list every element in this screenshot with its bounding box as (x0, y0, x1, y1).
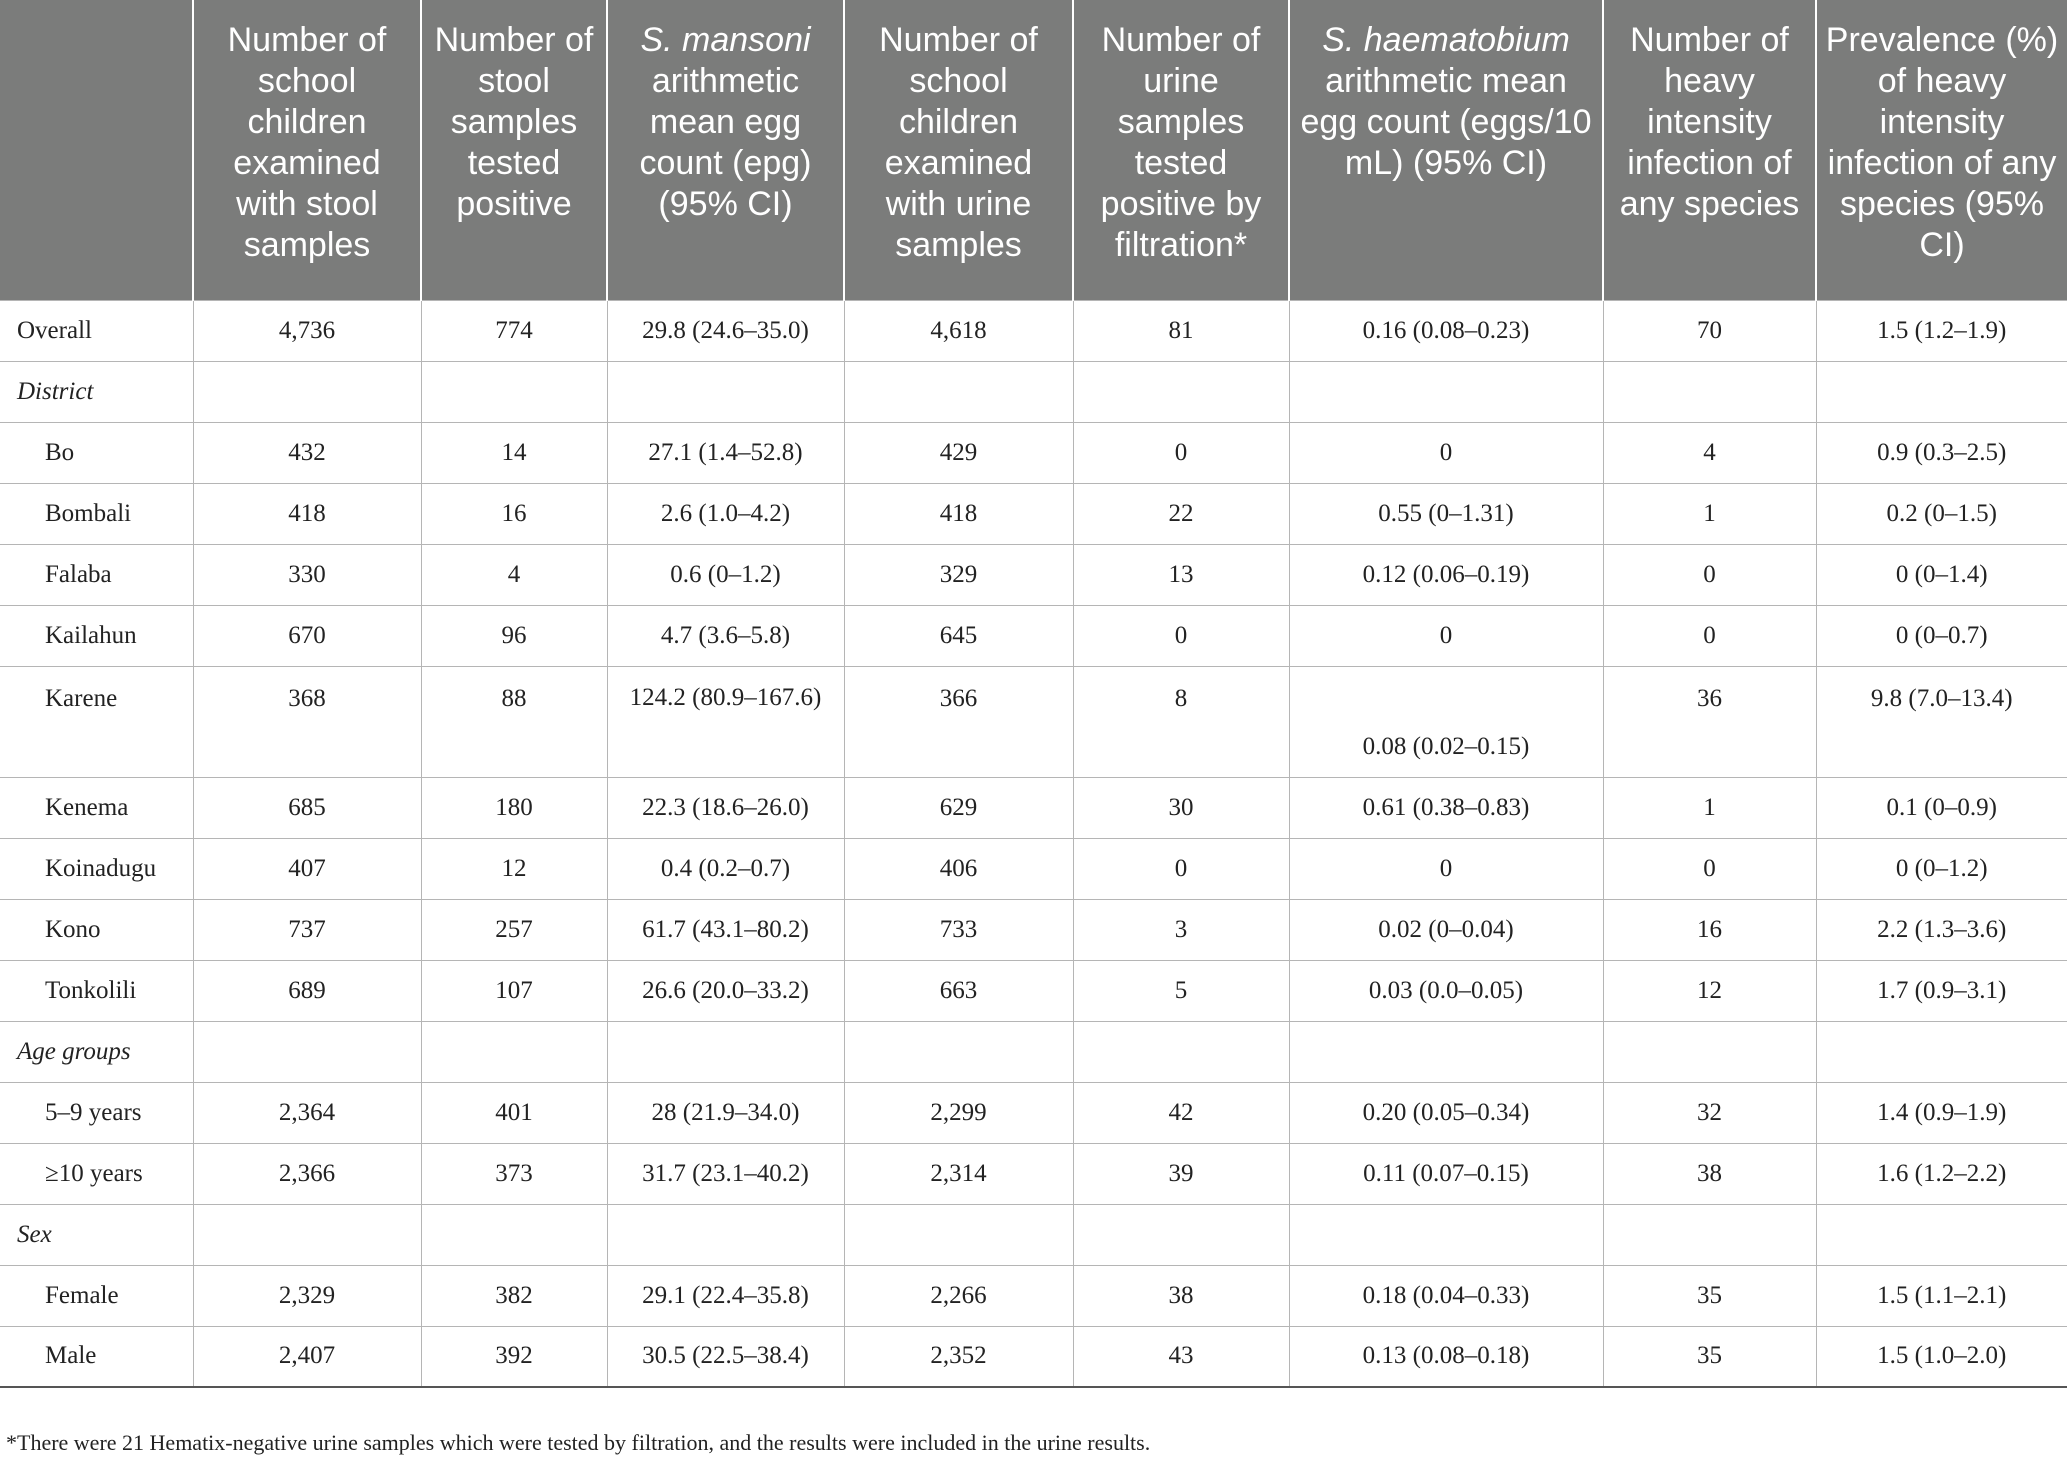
table-cell: 16 (1603, 899, 1816, 960)
table-cell: 16 (421, 483, 607, 544)
table-cell: 0 (0–0.7) (1816, 605, 2067, 666)
table-cell: 330 (193, 544, 421, 605)
table-cell: 1.6 (1.2–2.2) (1816, 1143, 2067, 1204)
table-cell: 81 (1073, 300, 1289, 361)
table-cell: 0.02 (0–0.04) (1289, 899, 1603, 960)
table-cell: 28 (21.9–34.0) (607, 1082, 844, 1143)
table-cell: 12 (421, 838, 607, 899)
table-cell: 0.61 (0.38–0.83) (1289, 777, 1603, 838)
table-cell: 373 (421, 1143, 607, 1204)
table-cell: 645 (844, 605, 1073, 666)
table-cell: 29.8 (24.6–35.0) (607, 300, 844, 361)
table-cell: 30.5 (22.5–38.4) (607, 1326, 844, 1387)
table-cell: 0 (1289, 605, 1603, 666)
table-cell: 368 (193, 666, 421, 777)
section-row-age-groups (0, 1021, 2067, 1082)
table-cell: 1.5 (1.0–2.0) (1816, 1326, 2067, 1387)
table-cell: 31.7 (23.1–40.2) (607, 1143, 844, 1204)
header-cell-heavy-infection-prevalence: Prevalence (%) of heavy intensity infection of any species (95% CI) (1816, 0, 2067, 300)
table-cell: 0.16 (0.08–0.23) (1289, 300, 1603, 361)
table-cell: 685 (193, 777, 421, 838)
section-label: District (0, 361, 193, 422)
table-cell: 36 (1603, 666, 1816, 777)
table-cell: 9.8 (7.0–13.4) (1816, 666, 2067, 777)
table-row-kenema (0, 777, 2067, 838)
table-cell: 689 (193, 960, 421, 1021)
row-label: Koinadugu (0, 838, 193, 899)
table-cell: 406 (844, 838, 1073, 899)
table-cell: 0.9 (0.3–2.5) (1816, 422, 2067, 483)
table-cell: 418 (193, 483, 421, 544)
table-cell: 35 (1603, 1265, 1816, 1326)
table-cell: 0.4 (0.2–0.7) (607, 838, 844, 899)
table-cell: 429 (844, 422, 1073, 483)
table-cell: 2,352 (844, 1326, 1073, 1387)
row-label: Kono (0, 899, 193, 960)
header-cell-blank (0, 0, 193, 300)
row-label: Kenema (0, 777, 193, 838)
table-cell: 2,364 (193, 1082, 421, 1143)
table-cell: 1.7 (0.9–3.1) (1816, 960, 2067, 1021)
table-cell: 0.18 (0.04–0.33) (1289, 1265, 1603, 1326)
table-cell: 257 (421, 899, 607, 960)
table-cell: 0 (1073, 422, 1289, 483)
table-row-tonkolili (0, 960, 2067, 1021)
table-row-age-10-plus (0, 1143, 2067, 1204)
header-cell-mansoni-egg-count: S. mansoni arithmetic mean egg count (epg) (95% CI) (607, 0, 844, 300)
table-cell: 0.12 (0.06–0.19) (1289, 544, 1603, 605)
table-cell: 401 (421, 1082, 607, 1143)
table-cell: 663 (844, 960, 1073, 1021)
row-label: Overall (0, 300, 193, 361)
row-label: Kailahun (0, 605, 193, 666)
table-row-karene (0, 666, 2067, 777)
section-row-district (0, 361, 2067, 422)
table-cell: 2,407 (193, 1326, 421, 1387)
row-label: Karene (0, 666, 193, 777)
table-row-female (0, 1265, 2067, 1326)
header-cell-heavy-infection-count: Number of heavy intensity infection of any species (1603, 0, 1816, 300)
table-cell: 22 (1073, 483, 1289, 544)
table-cell: 0 (0–1.4) (1816, 544, 2067, 605)
table-row-kailahun (0, 605, 2067, 666)
table-cell: 1.4 (0.9–1.9) (1816, 1082, 2067, 1143)
header-cell-haematobium-egg-count: S. haematobium arithmetic mean egg count (eggs/10 mL) (95% CI) (1289, 0, 1603, 300)
table-cell: 2,266 (844, 1265, 1073, 1326)
table-cell: 27.1 (1.4–52.8) (607, 422, 844, 483)
table-cell: 3 (1073, 899, 1289, 960)
table-cell: 1.5 (1.2–1.9) (1816, 300, 2067, 361)
table-cell: 4 (421, 544, 607, 605)
section-row-sex (0, 1204, 2067, 1265)
row-label: Female (0, 1265, 193, 1326)
table-cell: 61.7 (43.1–80.2) (607, 899, 844, 960)
table-cell: 88 (421, 666, 607, 777)
row-label: 5–9 years (0, 1082, 193, 1143)
table-cell: 8 (1073, 666, 1289, 777)
table-cell: 432 (193, 422, 421, 483)
row-label: Bombali (0, 483, 193, 544)
table-cell: 0.03 (0.0–0.05) (1289, 960, 1603, 1021)
table-row-bo (0, 422, 2067, 483)
table-cell: 12 (1603, 960, 1816, 1021)
table-cell: 0.13 (0.08–0.18) (1289, 1326, 1603, 1387)
table-cell: 4 (1603, 422, 1816, 483)
table-cell: 43 (1073, 1326, 1289, 1387)
row-label: Falaba (0, 544, 193, 605)
table-cell: 0 (1603, 544, 1816, 605)
table-footnote: *There were 21 Hematix-negative urine samples which were tested by filtration, and the results were included in the urine results. (6, 1430, 1151, 1455)
table-body (0, 300, 2067, 1387)
table-cell: 0.6 (0–1.2) (607, 544, 844, 605)
header-cell-stool-positive: Number of stool samples tested positive (421, 0, 607, 300)
table-cell: 418 (844, 483, 1073, 544)
table-cell: 32 (1603, 1082, 1816, 1143)
table-cell: 1 (1603, 777, 1816, 838)
table-cell: 2.6 (1.0–4.2) (607, 483, 844, 544)
row-label: Tonkolili (0, 960, 193, 1021)
table-cell: 0 (0–1.2) (1816, 838, 2067, 899)
section-label: Age groups (0, 1021, 193, 1082)
table-cell: 329 (844, 544, 1073, 605)
row-label: ≥10 years (0, 1143, 193, 1204)
table-cell: 0 (1603, 605, 1816, 666)
table-cell: 26.6 (20.0–33.2) (607, 960, 844, 1021)
header-row (0, 0, 2067, 300)
table-cell: 14 (421, 422, 607, 483)
table-cell: 107 (421, 960, 607, 1021)
header-cell-urine-examined: Number of school children examined with urine samples (844, 0, 1073, 300)
table-cell: 670 (193, 605, 421, 666)
table-cell: 22.3 (18.6–26.0) (607, 777, 844, 838)
table-cell: 392 (421, 1326, 607, 1387)
table-cell: 96 (421, 605, 607, 666)
table-cell: 2,314 (844, 1143, 1073, 1204)
table-cell: 38 (1073, 1265, 1289, 1326)
table-cell: 42 (1073, 1082, 1289, 1143)
table-cell: 2,299 (844, 1082, 1073, 1143)
table-row-bombali (0, 483, 2067, 544)
table-cell: 0.20 (0.05–0.34) (1289, 1082, 1603, 1143)
table-cell: 774 (421, 300, 607, 361)
table-cell: 733 (844, 899, 1073, 960)
row-label: Male (0, 1326, 193, 1387)
table-cell: 0.08 (0.02–0.15) (1289, 666, 1603, 777)
table-cell: 4,736 (193, 300, 421, 361)
table-cell: 2,366 (193, 1143, 421, 1204)
table-cell: 180 (421, 777, 607, 838)
table-cell: 30 (1073, 777, 1289, 838)
table-cell: 0 (1073, 605, 1289, 666)
table-cell: 0.1 (0–0.9) (1816, 777, 2067, 838)
table-cell: 5 (1073, 960, 1289, 1021)
table-cell: 0.55 (0–1.31) (1289, 483, 1603, 544)
table-header (0, 0, 2067, 300)
table-cell: 4,618 (844, 300, 1073, 361)
table-cell: 124.2 (80.9–167.6) (607, 666, 844, 777)
row-label: Bo (0, 422, 193, 483)
table-cell: 0 (1603, 838, 1816, 899)
table-cell: 366 (844, 666, 1073, 777)
table-cell: 0.2 (0–1.5) (1816, 483, 2067, 544)
table-row-age-5-9 (0, 1082, 2067, 1143)
table-cell: 0 (1289, 422, 1603, 483)
table-cell: 13 (1073, 544, 1289, 605)
table-cell: 70 (1603, 300, 1816, 361)
table-row-male (0, 1326, 2067, 1387)
table-cell: 1 (1603, 483, 1816, 544)
table-cell: 4.7 (3.6–5.8) (607, 605, 844, 666)
table-cell: 629 (844, 777, 1073, 838)
table-cell: 2.2 (1.3–3.6) (1816, 899, 2067, 960)
table-cell: 38 (1603, 1143, 1816, 1204)
table-cell: 29.1 (22.4–35.8) (607, 1265, 844, 1326)
table-cell: 1.5 (1.1–2.1) (1816, 1265, 2067, 1326)
header-cell-urine-positive: Number of urine samples tested positive by filtration* (1073, 0, 1289, 300)
table-row-overall (0, 300, 2067, 361)
table-row-kono (0, 899, 2067, 960)
table-cell: 2,329 (193, 1265, 421, 1326)
header-cell-stool-examined: Number of school children examined with stool samples (193, 0, 421, 300)
table-row-falaba (0, 544, 2067, 605)
table-row-koinadugu (0, 838, 2067, 899)
table-cell: 737 (193, 899, 421, 960)
table-cell: 382 (421, 1265, 607, 1326)
table-cell: 35 (1603, 1326, 1816, 1387)
table-cell: 39 (1073, 1143, 1289, 1204)
table-cell: 0.11 (0.07–0.15) (1289, 1143, 1603, 1204)
table-cell: 0 (1289, 838, 1603, 899)
section-label: Sex (0, 1204, 193, 1265)
table-cell: 407 (193, 838, 421, 899)
table-cell: 0 (1073, 838, 1289, 899)
